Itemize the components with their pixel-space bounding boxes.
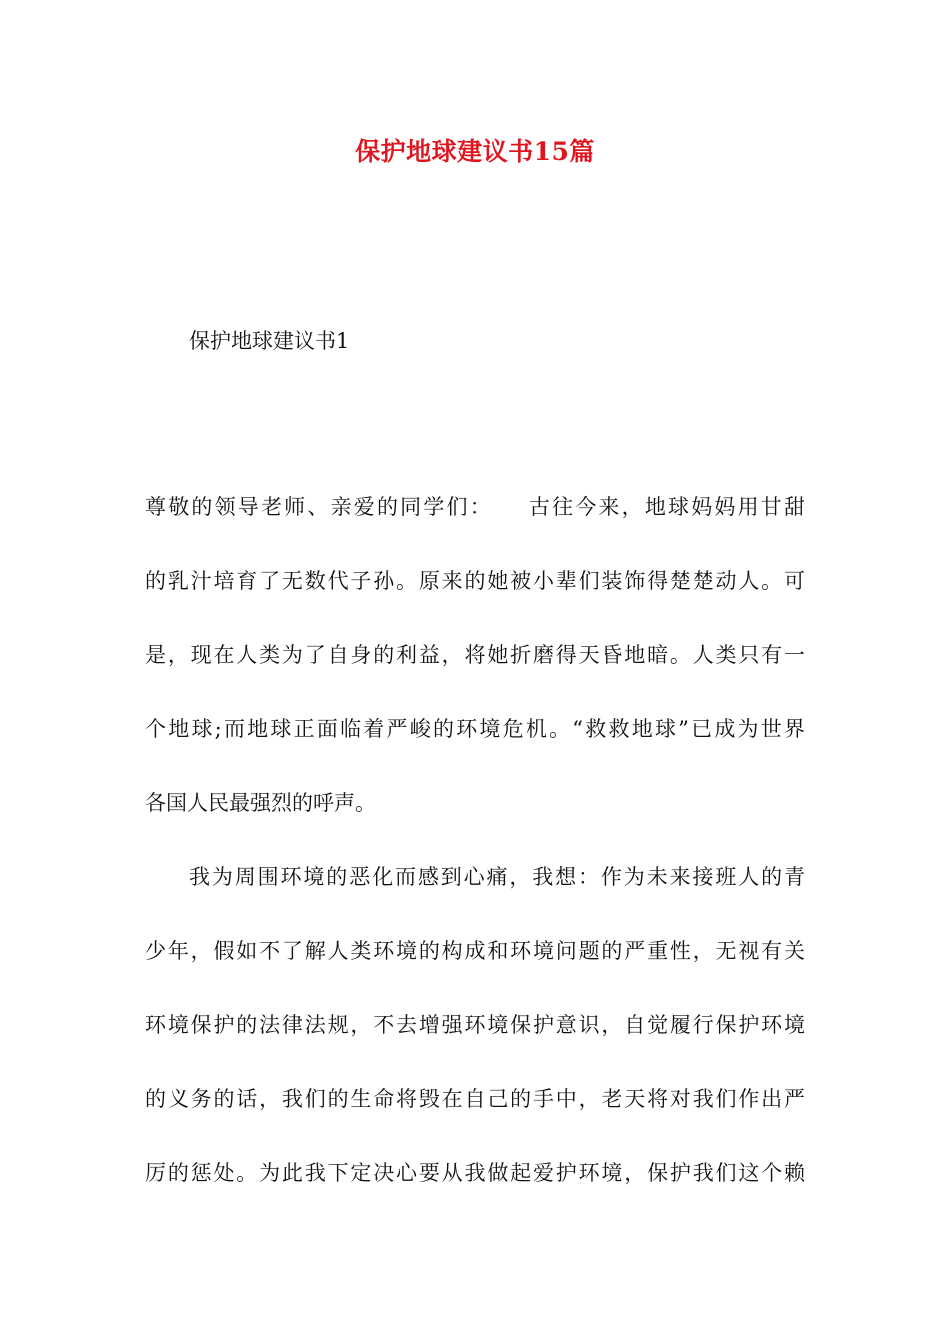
paragraph-line: 我为周围环境的恶化而感到心痛，我想：作为未来接班人的青 — [189, 865, 805, 889]
paragraph-line: 个地球;而地球正面临着严峻的环境危机。“救救地球”已成为世界 — [145, 717, 805, 741]
paragraph-line: 是，现在人类为了自身的利益，将她折磨得天昏地暗。人类只有一 — [145, 643, 805, 667]
section-heading: 保护地球建议书1 — [189, 329, 350, 353]
paragraph-line: 的乳汁培育了无数代子孙。原来的她被小辈们装饰得楚楚动人。可 — [145, 569, 805, 593]
paragraph-line: 环境保护的法律法规，不去增强环境保护意识，自觉履行保护环境 — [145, 1013, 805, 1037]
paragraph-1 — [145, 470, 805, 840]
paragraph-2 — [145, 840, 805, 1210]
paragraph-line: 厉的惩处。为此我下定决心要从我做起爱护环境，保护我们这个赖 — [145, 1161, 805, 1185]
paragraph-line: 的义务的话，我们的生命将毁在自己的手中，老天将对我们作出严 — [145, 1087, 805, 1111]
document-title: 保护地球建议书15篇 — [355, 137, 595, 166]
paragraph-line: 各国人民最强烈的呼声。 — [145, 791, 376, 815]
paragraph-line: 尊敬的领导老师、亲爱的同学们： 古往今来，地球妈妈用甘甜 — [145, 495, 805, 519]
document-body — [145, 470, 805, 1210]
paragraph-line: 少年，假如不了解人类环境的构成和环境问题的严重性，无视有关 — [145, 939, 805, 963]
